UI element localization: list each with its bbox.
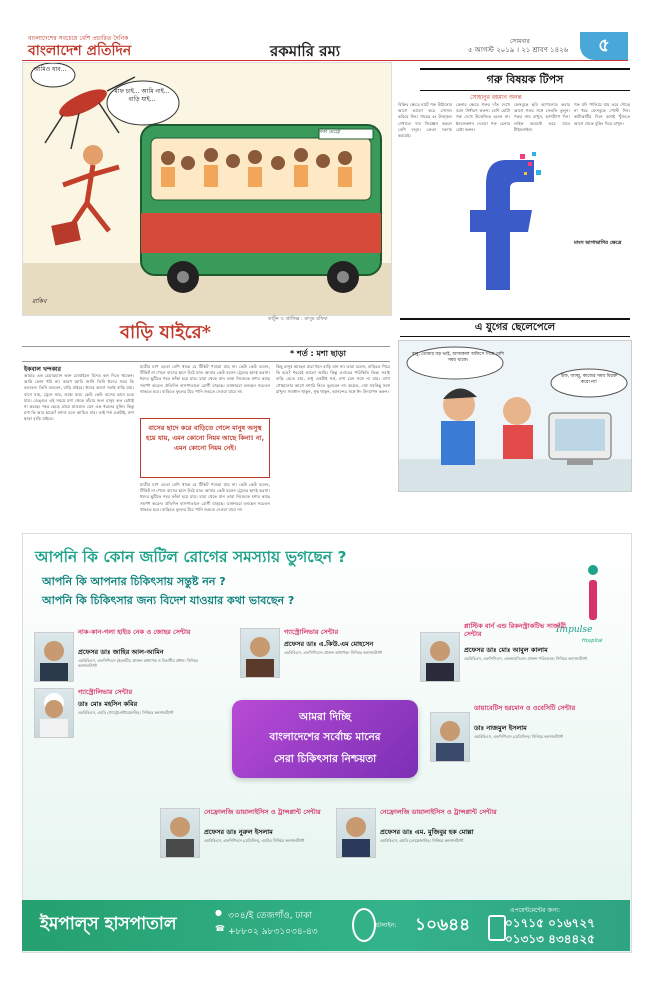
doctor-name: প্রফেসর ডাঃ এ.কিউ.এম মোহসেন <box>284 640 374 648</box>
doctor-photo <box>34 688 74 738</box>
article-column-2-top: যাত্রীর চাপ এতো বেশি থাকে যে টিকিট পাওয়া যায় না। কেউ কেউ বলেন, টিকিট না পেলে বাসের ছাদে উঠে যাব। আবার কেউ বলেন ট্রেনের ছাদই ভরসা। ঈদের ছুটিতে শহর ফাঁকা হয়ে যায়। যারা থেকে যান তারা নিজেকে মশার কাছে সমর্পণ করেন। প্রতিদিন হাসপাতালে রোগী বাড়ছে। ডাক্তাররা বলছেন সচেতন থাকতে হবে। বাড়িতে ফুলের টবে পানি জমতে দেওয়া যাবে না। <box>140 364 270 394</box>
doctor-credentials: এমবিবিএস, এফসিপিএস (মেডিসিন)। সিনিয়র কনসালট্যান্ট <box>474 734 563 739</box>
tips-subheading: মাংস ভাগাভাগির ক্ষেত্রে <box>574 240 622 246</box>
doctor-credentials: এমবিবিএস, এফসিপিএস (ইএনটি)। প্রাক্তন অধ্যাপক ও বিভাগীয় প্রধান। সিনিয়র কনসালট্যান্ট <box>78 658 199 669</box>
location-pin-icon: ● <box>215 908 222 917</box>
article-author: ইকবাল খন্দকার <box>24 366 61 373</box>
brand-subtitle: Hospital <box>582 638 603 644</box>
doctor-credentials: এমবিবিএস, এফসিপিএস (মেডিসিন), এমডি। সিনিয়র কনসালট্যান্ট <box>204 838 305 843</box>
cartoon-artist-signature: রাকিব <box>32 298 47 305</box>
doctor-name: প্রফেসর ডাঃ জাহির আল-আমিন <box>78 648 164 656</box>
brand-name: Impulse <box>556 625 593 635</box>
phone-icon: ☎ <box>215 924 225 933</box>
doctor-photo <box>430 712 470 762</box>
newspaper-logo[interactable]: বাংলাদেশ প্রতিদিন <box>28 43 132 59</box>
article-column-1: আমার এক চেয়ারম্যান ভক্ত মোবাইলে মিসড কল দিতে থাকেন। আমি ফোন ধরি না। কারণ আমি জানি তিনি ঈদের সময় কি বলবেন। তিনি বলবেন, বাড়ি যাইরে। ঈদের আগে সবাই বাড়ি যায়। বাসে যায়, ট্রেনে যায়, লঞ্চে যায়। কেউ কেউ বাসের ছাদে চড়ে যায়। ডেঙ্গুর এই সময়ে মশা থেকে বাঁচার জন্য মানুষ কত চেষ্টাই না করছে। শহর ছেড়ে গ্রামে যাওয়াও যেন এক ধরনের মুক্তি। কিন্তু মশা কি আর ছাড়ে? মশাও বলে আমিও যাব। তাই শর্ত একটাই, মশা ছাড়া বাড়ি যাইরে। <box>24 373 134 422</box>
promise-line-2: বাংলাদেশের সর্বোচ্চ মানের <box>269 731 381 743</box>
hospital-phone[interactable]: +৮৮০২ ৯৮৩১০৩৪-৪৩ <box>228 927 318 937</box>
doctor-name: প্রফেসর ডাঃ নুরুল ইসলাম <box>204 828 273 836</box>
promise-line-1: আমরা দিচ্ছি <box>298 711 352 723</box>
logo-tagline: বাংলাদেশের সবচেয়ে বেশি প্রচারিত দৈনিক <box>28 35 129 42</box>
promise-line-3: সেরা চিকিৎসার নিশ্চয়তা <box>273 753 377 765</box>
ad-question-3: আপনি কি চিকিৎসার জন্য বিদেশ যাওয়ার কথা ভাবছেন ? <box>42 594 295 607</box>
tips-author: সোহানুর রহমান অনন্ত <box>470 94 522 101</box>
issue-date: ৫ আগস্ট ২০১৯ । ২১ শ্রাবণ ১৪২৬ <box>468 46 569 54</box>
doctor-department: নেফ্রোলজি ডায়ালাইসিস ও ট্রান্সপ্লান্ট সেন্টার <box>380 808 497 816</box>
doctor-photo <box>240 628 280 678</box>
doctor-name: ডাঃ নাজমুল ইসলাম <box>474 724 527 732</box>
section-title: রকমারি রম্য <box>270 42 341 60</box>
doctor-photo <box>420 632 460 682</box>
tips-column-3: ফেসবুকে ছবি আপলোড করার আগে গরুর সঙ্গে সেলফি তুলুন। গরুর নাম রাখুন, হ্যাশট্যাগ দিন। লাইক কমেন্টে ভরে যাবে টাইমলাইন। <box>514 102 570 132</box>
tips-title: গরু বিষয়ক টিপস <box>420 68 630 91</box>
hotline-label: হটলাইন: <box>375 922 397 929</box>
doctor-department: গ্যাস্ট্রোলিভার সেন্টার <box>78 688 133 696</box>
father-speech-bubble: বাবু, তোমার বড় ভাই, আজকাল অফিসে গিয়ে বেশি সময় থাকে। <box>412 352 505 363</box>
doctor-credentials: এমবিবিএস, এফসিপিএস। প্রাক্তন অধ্যাপক। সিনিয়র কনসালট্যান্ট <box>284 650 382 655</box>
tips-column-4: গরু যদি পালিয়ে যায় তবে দৌড়ে না ধরে ফেসবুকে পোস্ট দিন। কাটাকাটির দিনে কসাই খুঁজতে আগে থেকে বুকিং দিয়ে রাখুন। <box>574 102 630 126</box>
doctor-photo <box>34 632 74 682</box>
hospital-address: ৩০৪/ই তেজগাঁও, ঢাকা <box>228 911 313 921</box>
doctor-photo <box>336 808 376 858</box>
article-column-3: কিছু মানুষ আছেন যারা ঈদে বাড়ি যান না। তারা বলেন, বাড়িতে গিয়ে কি হবে? শহরেই ভালো আছি। কিন্তু এবারের পরিস্থিতি ভিন্ন। সবাই বাড়ি যেতে চায়, শুধু একটাই শর্ত, মশা যেন সঙ্গে না যায়। ব্যাগ গোছানোর আগে মশারি নিতে ভুলবেন না। কয়েল, স্প্রে সবকিছু সঙ্গে রাখুন। সাবধান থাকুন, সুস্থ থাকুন, আনন্দের সঙ্গে ঈদ উদযাপন করুন। <box>276 364 390 394</box>
impulse-logo-icon <box>575 562 611 622</box>
weekday: সোমবার <box>510 38 530 45</box>
man-speech-bubble: মাফ চাই... আমি নাই... বাড়ি যাই... <box>114 88 170 103</box>
bus-cartoon-illustration <box>23 63 391 315</box>
doctor-credentials: এমবিবিএস, এফসিপিএস, এফআরসিএস। প্রাক্তন পরিচালক। সিনিয়র কনসালট্যান্ট <box>464 656 587 661</box>
hotline-number[interactable]: ১০৬৪৪ <box>415 915 471 935</box>
appointment-phone-2[interactable]: ০১৩১৩ ৪৩৪৪২৫ <box>505 932 595 946</box>
doctor-department: নাক-কান-গলা হাইড নেক ও জোহর সেন্টার <box>78 628 191 636</box>
cartoon-credit: কার্টুন ও গ্রাফিক্স : মাসুম রফিক <box>268 316 328 322</box>
article-headline: বাড়ি যাইরে* <box>120 322 212 343</box>
article-pullquote: বাসের ছাদে করে বাড়িতে গেলে মানুষ অসুস্থ হয়ে যায়, এমন কোনো নিয়ম আছে কিনা! না, এমন কোনো নিয়ম নেই। <box>140 418 270 478</box>
mosquito-speech-bubble: আমিও যাব... <box>33 66 67 73</box>
youth-section-title: এ যুগের ছেলেপেলে <box>400 318 630 337</box>
article-column-2-bottom: যাত্রীর চাপ এতো বেশি থাকে যে টিকিট পাওয়া যায় না। কেউ কেউ বলেন, টিকিট না পেলে বাসের ছাদে উঠে যাব। আবার কেউ বলেন ট্রেনের ছাদই ভরসা। ঈদের ছুটিতে শহর ফাঁকা হয়ে যায়। যারা থেকে যান তারা নিজেকে মশার কাছে সমর্পণ করেন। প্রতিদিন হাসপাতালে রোগী বাড়ছে। ডাক্তাররা বলছেন সচেতন থাকতে হবে। বাড়িতে ফুলের টবে পানি জমতে দেওয়া যাবে না। <box>140 482 270 512</box>
doctor-department: নেফ্রোলজি ডায়ালাইসিস ও ট্রান্সপ্লান্ট সেন্টার <box>204 808 321 816</box>
mobile-phone-icon <box>488 915 506 941</box>
doctor-name: প্রফেসর ডাঃ মোঃ আবুল কালাম <box>464 646 548 654</box>
doctor-credentials: এমবিবিএস, এমডি (গ্যাস্ট্রোএন্টারোলজি)। সিনিয়র কনসালট্যান্ট <box>78 710 174 715</box>
tips-column-1: বিক্রির ক্ষেত্রে হাটে গরু উঠানোর আগে ভালো করে গোসল করিয়ে নিন। গায়ের রং উজ্জ্বল দেখাবে। দাম জিজ্ঞেস করলে বেশি বলুন। ক্রেতা দরদাম করবেই। <box>398 102 452 139</box>
hotline-icon <box>352 908 376 942</box>
doctor-photo <box>160 808 200 858</box>
article-footnote: * শর্ত : মশা ছাড়া <box>290 349 346 358</box>
hospital-name[interactable]: ইমপাল্‌স হাসপাতাল <box>40 914 177 934</box>
doctor-name: ডাঃ মোঃ মহসিন কবির <box>78 700 138 708</box>
doctor-department: ডায়াবেটিস হরমোন ও ওবেসিটি সেন্টার <box>474 704 576 712</box>
bus-plate: ঢাকা মেট্রো <box>318 129 341 135</box>
doctor-credentials: এমবিবিএস, এমডি (নেফ্রোলজি)। সিনিয়র কনসালট্যান্ট <box>380 838 464 843</box>
page-number: ৫ <box>580 32 628 60</box>
appointment-label: এপয়েন্টমেন্টের জন্য: <box>510 907 561 914</box>
facebook-logo-illustration <box>456 150 542 290</box>
tips-column-2: কেনার ক্ষেত্রে গরুর দাঁত দেখে বয়স নির্ধারণ করুন। বেশি মোটা গরু দেখে উত্তেজিত হবেন না। ইনজেকশন দেওয়া গরু চেনার চেষ্টা করুন। <box>456 102 510 132</box>
doctor-department: গ্যাস্ট্রোলিভার সেন্টার <box>284 628 339 636</box>
cartoon-panel <box>22 62 392 316</box>
appointment-phone-1[interactable]: ০১৭১৫ ০১৬৭২৭ <box>505 916 595 930</box>
ad-question-2: আপনি কি আপনার চিকিৎসায় সন্তুষ্ট নন ? <box>42 575 226 588</box>
son-speech-bubble: উফ, আব্বু, কাজের সময় বিরক্ত করো না! <box>560 374 618 385</box>
doctor-name: প্রফেসর ডাঃ এম. মুজিবুর হক মোল্লা <box>380 828 474 836</box>
doctor-department: প্লাস্টিক বার্ন এন্ড রিকনস্ট্রাকটিভ সার্জারী সেন্টার <box>464 622 566 638</box>
ad-question-1: আপনি কি কোন জটিল রোগের সমস্যায় ভুগছেন ? <box>35 548 347 566</box>
